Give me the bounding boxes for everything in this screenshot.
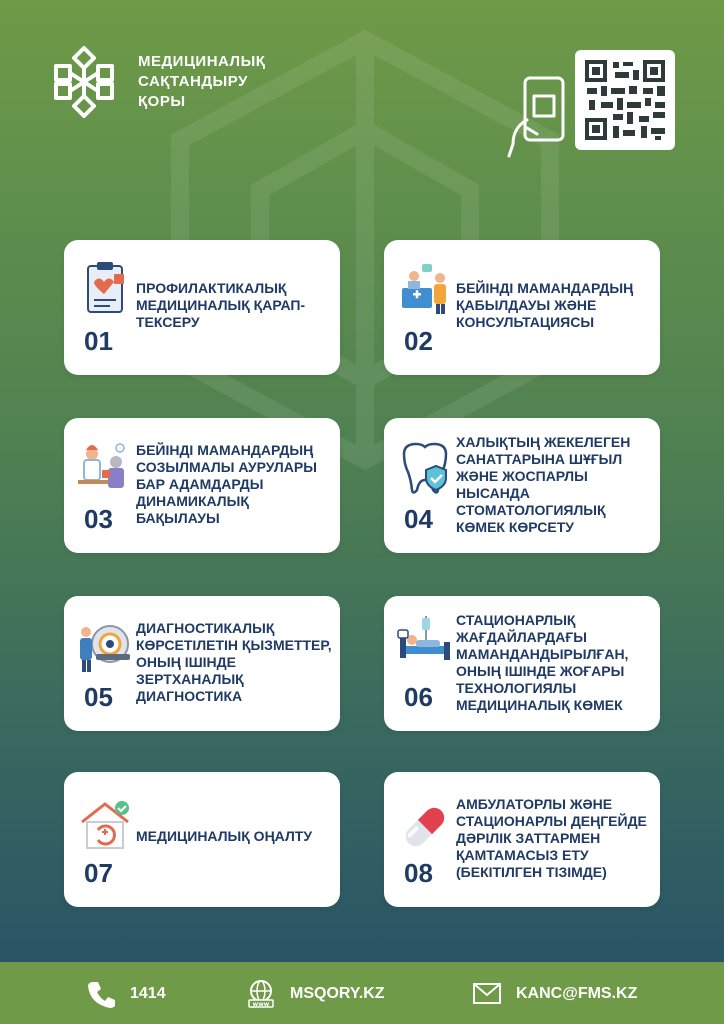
footer-website-text: MSQORY.KZ bbox=[290, 985, 385, 1002]
snowflake-logo-icon bbox=[48, 44, 120, 120]
qr-code-icon bbox=[575, 50, 675, 150]
brand-name bbox=[138, 52, 265, 112]
phone-icon bbox=[86, 980, 116, 1008]
card-08-text: АМБУЛАТОРЛЫ ЖӘНЕ СТАЦИОНАРЛЫ ДЕҢГЕЙДЕ ДӘРІЛІК ЗАТТАРМЕН ҚАМТАМАСЫЗ ЕТУ (БЕКІТІЛГЕН ТІЗІМДЕ) bbox=[456, 796, 647, 880]
mri-scan-icon bbox=[76, 618, 134, 676]
clipboard-heart-icon bbox=[76, 260, 134, 318]
card-08-number: 08 bbox=[404, 858, 433, 888]
envelope-icon bbox=[472, 980, 502, 1008]
qr-code-area[interactable] bbox=[505, 48, 677, 158]
card-01-number: 01 bbox=[84, 326, 113, 356]
card-06-text: СТАЦИОНАРЛЫҚ ЖАҒДАЙЛАРДАҒЫ МАМАНДАНДЫРЫЛҒАН, ОНЫҢ ІШІНДЕ ЖОҒАРЫ ТЕХНОЛОГИЯЛЫ МЕДИЦИНАЛЫҚ КӨМЕК bbox=[456, 612, 629, 713]
card-05-text: ДИАГНОСТИКАЛЫҚ КӨРСЕТІЛЕТІН ҚЫЗМЕТТЕР, ОНЫҢ ІШІНДЕ ЗЕРТХАНАЛЫҚ ДИАГНОСТИКА bbox=[136, 620, 332, 704]
card-06-number: 06 bbox=[404, 682, 433, 712]
globe-icon bbox=[246, 980, 276, 1008]
card-01-text: ПРОФИЛАКТИКАЛЫҚ МЕДИЦИНАЛЫҚ ҚАРАП-ТЕКСЕРУ bbox=[136, 280, 306, 330]
service-card-08[interactable] bbox=[384, 772, 660, 907]
card-03-number: 03 bbox=[84, 504, 113, 534]
pill-capsule-icon bbox=[396, 798, 454, 856]
service-card-03[interactable] bbox=[64, 418, 340, 553]
svg-text:www: www bbox=[252, 1001, 270, 1008]
card-03-text: БЕЙІНДІ МАМАНДАРДЫҢ СОЗЫЛМАЛЫ АУРУЛАРЫ БАР АДАМДАРДЫ ДИНАМИКАЛЫҚ БАҚЫЛАУЫ bbox=[136, 442, 317, 526]
brand-line-3: ҚОРЫ bbox=[138, 93, 186, 110]
service-card-07[interactable] bbox=[64, 772, 340, 907]
footer-email-text: KANC@FMS.KZ bbox=[516, 985, 638, 1002]
rehab-house-icon bbox=[76, 796, 134, 854]
doctor-desk-icon bbox=[396, 260, 454, 318]
card-05-number: 05 bbox=[84, 682, 113, 712]
brand-logo bbox=[48, 44, 265, 120]
doctor-patient-icon bbox=[76, 440, 134, 498]
card-02-number: 02 bbox=[404, 326, 433, 356]
card-02-text: БЕЙІНДІ МАМАНДАРДЫҢ ҚАБЫЛДАУЫ ЖӘНЕ КОНСУЛЬТАЦИЯСЫ bbox=[456, 280, 634, 330]
footer-email[interactable] bbox=[472, 980, 637, 1008]
footer-phone[interactable] bbox=[86, 980, 166, 1008]
card-04-text: ХАЛЫҚТЫҢ ЖЕКЕЛЕГЕН САНАТТАРЫНА ШҰҒЫЛ ЖӘНЕ ЖОСПАРЛЫ НЫСАНДА СТОМАТОЛОГИЯЛЫҚ КӨМЕК КӨРСЕТУ bbox=[456, 434, 631, 535]
brand-line-2: САҚТАНДЫРУ bbox=[138, 73, 248, 90]
footer-website[interactable] bbox=[246, 980, 385, 1008]
footer-phone-number: 1414 bbox=[130, 985, 166, 1002]
card-07-number: 07 bbox=[84, 858, 113, 888]
service-card-06[interactable] bbox=[384, 596, 660, 731]
hand-phone-icon bbox=[509, 78, 563, 156]
brand-line-1: МЕДИЦИНАЛЫҚ bbox=[138, 53, 266, 70]
tooth-shield-icon bbox=[396, 440, 454, 498]
card-04-number: 04 bbox=[404, 504, 433, 534]
service-card-04[interactable] bbox=[384, 418, 660, 553]
service-card-01[interactable] bbox=[64, 240, 340, 375]
footer bbox=[0, 962, 724, 1024]
service-card-05[interactable] bbox=[64, 596, 340, 731]
hospital-bed-icon bbox=[396, 612, 454, 670]
service-card-02[interactable] bbox=[384, 240, 660, 375]
card-07-text: МЕДИЦИНАЛЫҚ ОҢАЛТУ bbox=[136, 828, 313, 844]
